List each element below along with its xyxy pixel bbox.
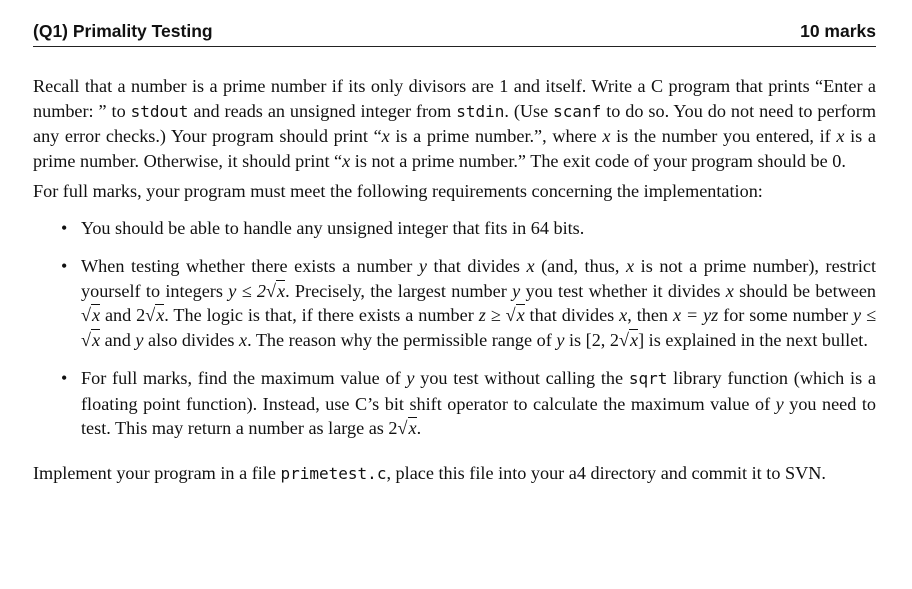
text: When testing whether there exists a number — [81, 256, 419, 276]
math-x: x — [276, 280, 286, 301]
text: and — [100, 329, 136, 350]
math-x-eq-yz: x = yz — [672, 305, 719, 325]
text: You should be able to handle any unsigned integer that fits in 64 bits. — [81, 217, 585, 238]
math-x: x — [725, 280, 734, 301]
math-y: y — [135, 329, 144, 350]
math-x: x — [629, 329, 639, 350]
sqrt-symbol: √ — [81, 329, 91, 350]
text: library function (which is a floating point function). Instead, use C’s bit shift operator to calculate the maximum value of — [81, 368, 876, 414]
question-header — [33, 16, 876, 47]
text: that divides — [426, 256, 527, 276]
question-marks: 10 marks — [800, 21, 876, 41]
text: , place this file into your a4 directory and commit it to SVN. — [386, 462, 826, 483]
math-z-ge: z ≥ — [478, 305, 506, 325]
code-stdin: stdin — [456, 101, 505, 121]
text: you test whether it divides — [520, 280, 726, 301]
math-x: x — [156, 305, 165, 325]
text: is the number you entered, if — [610, 126, 837, 146]
text: is a prime number.”, where — [389, 126, 603, 146]
sqrt-symbol: √ — [619, 329, 629, 350]
text: Recall that a number is a prime number if its only divisors are 1 and itself. Write a C program that prints “Enter a number: ” to — [33, 76, 876, 121]
text: For full marks, find the maximum value of — [81, 368, 407, 388]
text: Implement your program in a file — [33, 462, 281, 483]
math-x: x — [238, 329, 248, 350]
math-y-le-2: y ≤ 2 — [228, 280, 266, 301]
math-x: x — [602, 126, 611, 146]
list-item — [81, 366, 876, 441]
math-y: y — [512, 280, 521, 301]
implementation-paragraph — [33, 461, 876, 487]
text: is — [564, 329, 586, 350]
text: you test without calling the — [414, 368, 629, 388]
math-y: y — [556, 329, 565, 350]
text: should be between — [733, 280, 877, 301]
text: . — [416, 418, 422, 438]
text: (and, thus, — [534, 256, 626, 276]
text: to do so. You do not need to perform any error checks.) Your program should print “ — [33, 100, 876, 146]
math-x: x — [91, 329, 101, 350]
math-y: y — [406, 368, 415, 388]
math-x: x — [526, 256, 535, 276]
code-stdout: stdout — [130, 101, 189, 121]
math-y-le: y ≤ — [853, 305, 877, 325]
text: also divides — [143, 329, 239, 350]
text: . The logic is that, if there exists a number — [164, 305, 479, 325]
text: . (Use — [504, 100, 554, 121]
math-x: x — [342, 150, 351, 171]
math-two: 2 — [388, 418, 398, 438]
text: for some number — [718, 305, 854, 325]
text: , then — [627, 305, 673, 325]
sqrt-symbol: √ — [145, 305, 156, 325]
code-scanf: scanf — [553, 101, 602, 121]
question-body — [33, 74, 876, 486]
sqrt-symbol: √ — [81, 305, 91, 325]
code-sqrt: sqrt — [628, 369, 668, 388]
math-x: x — [836, 126, 845, 146]
math-two: 2 — [136, 305, 146, 325]
sqrt-symbol: √ — [266, 280, 276, 301]
text: and — [100, 305, 137, 325]
text: . The reason why the permissible range of — [247, 329, 557, 350]
text: is a prime number. Otherwise, it should print “ — [33, 126, 876, 171]
intro-paragraph — [33, 74, 876, 173]
text: that divides — [524, 305, 620, 325]
math-x: x — [381, 126, 390, 146]
requirements-list — [33, 216, 876, 441]
math-x: x — [619, 305, 628, 325]
math-x: x — [91, 305, 101, 325]
math-x: x — [408, 418, 417, 438]
math-x: x — [626, 256, 635, 276]
sqrt-symbol: √ — [505, 305, 516, 325]
math-range-close: ] — [638, 329, 645, 350]
math-y: y — [775, 393, 784, 414]
text: is not a prime number.” The exit code of your program should be 0. — [350, 150, 846, 171]
text: and reads an unsigned integer from — [188, 100, 457, 121]
math-y: y — [418, 256, 427, 276]
requirements-paragraph: For full marks, your program must meet the following requirements concerning the implementation: — [33, 181, 763, 201]
math-range-open: [2, 2 — [585, 329, 619, 350]
text: you need to test. This may return a number as large as — [81, 393, 876, 438]
sqrt-symbol: √ — [397, 418, 408, 438]
code-filename: primetest.c — [280, 463, 387, 483]
text: is not a prime number), restrict yourself to integers — [81, 256, 877, 301]
text: . Precisely, the largest number — [285, 280, 513, 301]
question-title: (Q1) Primality Testing — [33, 21, 213, 41]
math-x: x — [516, 305, 525, 325]
text: is explained in the next bullet. — [644, 329, 868, 350]
list-item — [81, 216, 876, 241]
list-item — [81, 254, 876, 352]
